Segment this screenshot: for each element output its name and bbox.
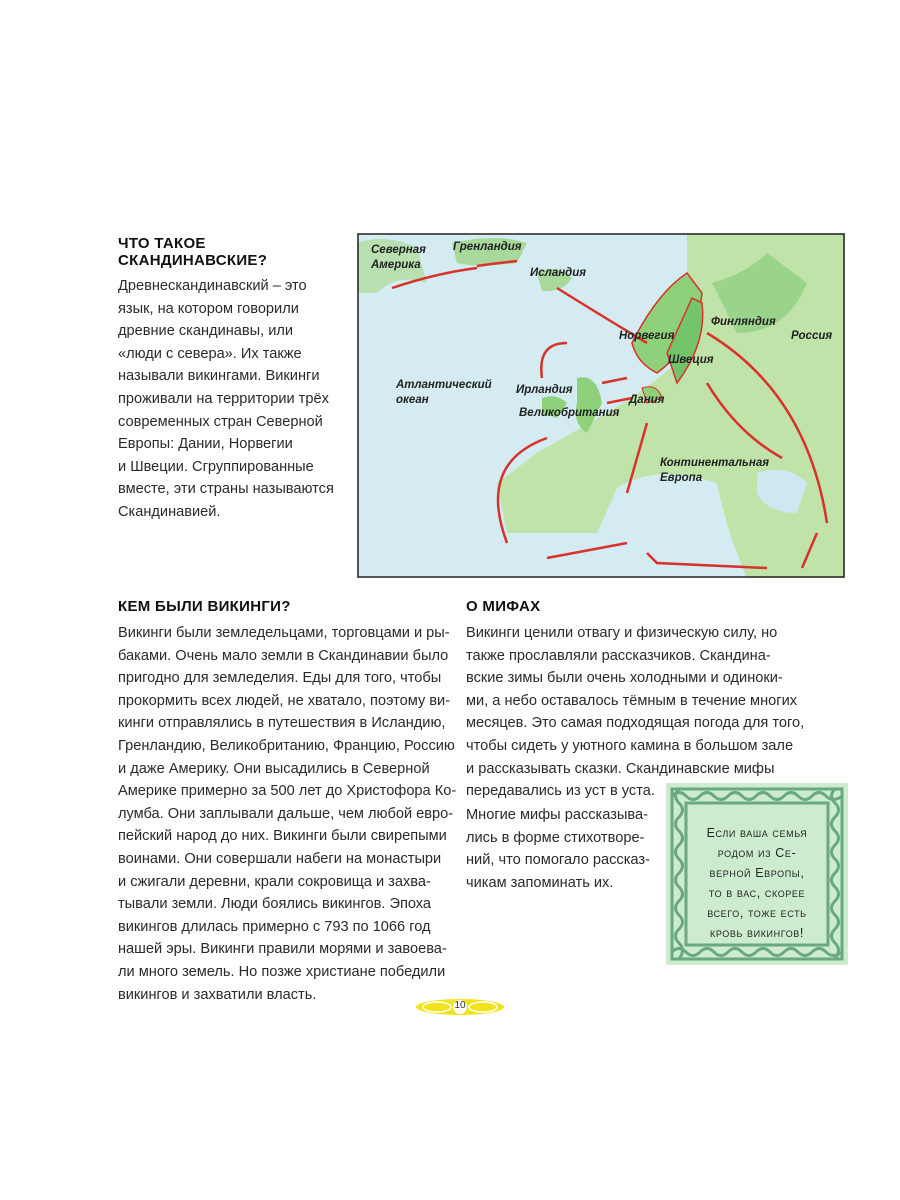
text-line: нашей эры. Викинги правили морями и завоева- (118, 941, 447, 958)
text-line: древние скандинавы, или (118, 323, 294, 340)
page-number: 10 (454, 1000, 466, 1011)
text-line: и Швеции. Сгруппированные (118, 458, 314, 475)
callout-text (666, 823, 848, 943)
section3-text (466, 622, 804, 803)
section3-text-narrow (466, 804, 650, 894)
text-line: и рассказывать сказки. Скандинавские мифы (466, 760, 775, 777)
text-line: Скандинавией. (118, 503, 221, 520)
text-line: пейский народ до них. Викинги были свирепыми (118, 828, 447, 845)
text-line: современных стран Северной (118, 413, 323, 430)
page-number-ornament (415, 998, 505, 1016)
map-label-atlantic: Атлантический океан (396, 379, 492, 406)
text-line: баками. Очень мало земли в Скандинавии было (118, 647, 449, 664)
text-line: прокормить всех людей, не хватало, поэтому ви- (118, 692, 451, 709)
text-line: лумба. Они заплывали дальше, чем любой евро- (118, 805, 454, 822)
text-line: ли много земель. Но позже христиане победили (118, 963, 446, 980)
section-title-scandinavian (118, 235, 267, 269)
text-line: месяцев. Это самая подходящая погода для того, (466, 715, 805, 732)
callout-box (666, 783, 848, 965)
title-line: ЧТО ТАКОЕ (118, 235, 206, 252)
text-line: называли викингами. Викинги (118, 368, 320, 385)
text-line: верной Европы, (709, 866, 805, 880)
text-line: «люди с севера». Их также (118, 345, 302, 362)
text-line: викингов и захватили власть. (118, 986, 317, 1003)
text-line: Викинги были земледельцами, торговцами и ры- (118, 625, 450, 641)
title-line: СКАНДИНАВСКИЕ? (118, 252, 268, 269)
section-title-myths: О МИФАХ (466, 598, 541, 615)
text-line: то в вас, скорее (708, 886, 806, 900)
map-label-finland: Финляндия (711, 316, 776, 328)
text-line: чтобы сидеть у уютного камина в большом зале (466, 737, 794, 754)
text-line: Америке примерно за 500 лет до Христофора Ко- (118, 783, 457, 800)
map-label-sweden: Швеция (668, 354, 714, 366)
section2-text (118, 622, 456, 1006)
text-line: викингов длилась примерно с 793 по 1066 год (118, 918, 431, 935)
text-line: передавались из уст в уста. (466, 783, 655, 800)
text-line: вместе, эти страны называются (118, 481, 334, 498)
text-line: воинами. Они совершали набеги на монастыри (118, 850, 442, 867)
text-line: ний, что помогало рассказ- (466, 852, 650, 869)
map-label-continental-europe: Континентальная Европа (660, 457, 769, 484)
text-line: также прославляли рассказчиков. Скандина- (466, 647, 771, 664)
text-line: Многие мифы рассказыва- (466, 807, 648, 823)
text-line: Древнескандинавский – это (118, 278, 307, 294)
map-label-ireland: Ирландия (516, 384, 573, 396)
text-line: лись в форме стихотворе- (466, 829, 645, 846)
text-line: родом из Се- (717, 846, 797, 860)
map-label-greenland: Гренландия (453, 241, 522, 253)
text-line: Если ваша семья (706, 826, 808, 840)
text-line: чикам запоминать их. (466, 874, 614, 891)
map-label-north-america: Северная Америка (371, 244, 426, 271)
map-label-norway: Норвегия (619, 330, 675, 342)
text-line: Европы: Дании, Норвегии (118, 436, 293, 453)
text-line: всего, тоже есть (707, 906, 807, 920)
section-title-who-were-vikings: КЕМ БЫЛИ ВИКИНГИ? (118, 598, 291, 615)
text-line: и сжигали деревни, крали сокровища и захва- (118, 873, 431, 890)
section1-text (118, 275, 334, 524)
text-line: и даже Америку. Они высадились в Северной (118, 760, 430, 777)
text-line: Викинги ценили отвагу и физическую силу, но (466, 625, 778, 641)
text-line: язык, на котором говорили (118, 300, 299, 317)
map-label-britain: Великобритания (519, 407, 620, 419)
map-label-iceland: Исландия (530, 267, 587, 279)
text-line: кровь викингов! (710, 926, 804, 940)
viking-routes-map (357, 233, 845, 578)
text-line: Гренландию, Великобританию, Францию, Россию (118, 737, 455, 754)
text-line: тывали земли. Люди боялись викингов. Эпоха (118, 896, 432, 913)
text-line: вские зимы были очень холодными и одиноки- (466, 670, 783, 687)
map-label-denmark: Дания (629, 394, 665, 406)
text-line: ми, а небо оставалось тёмным в течение многих (466, 692, 798, 709)
text-line: пригодно для земледелия. Еды для того, чтобы (118, 670, 442, 687)
map-label-russia: Россия (791, 330, 833, 342)
text-line: проживали на территории трёх (118, 390, 329, 407)
text-line: кинги отправлялись в путешествия в Исландию, (118, 715, 446, 732)
